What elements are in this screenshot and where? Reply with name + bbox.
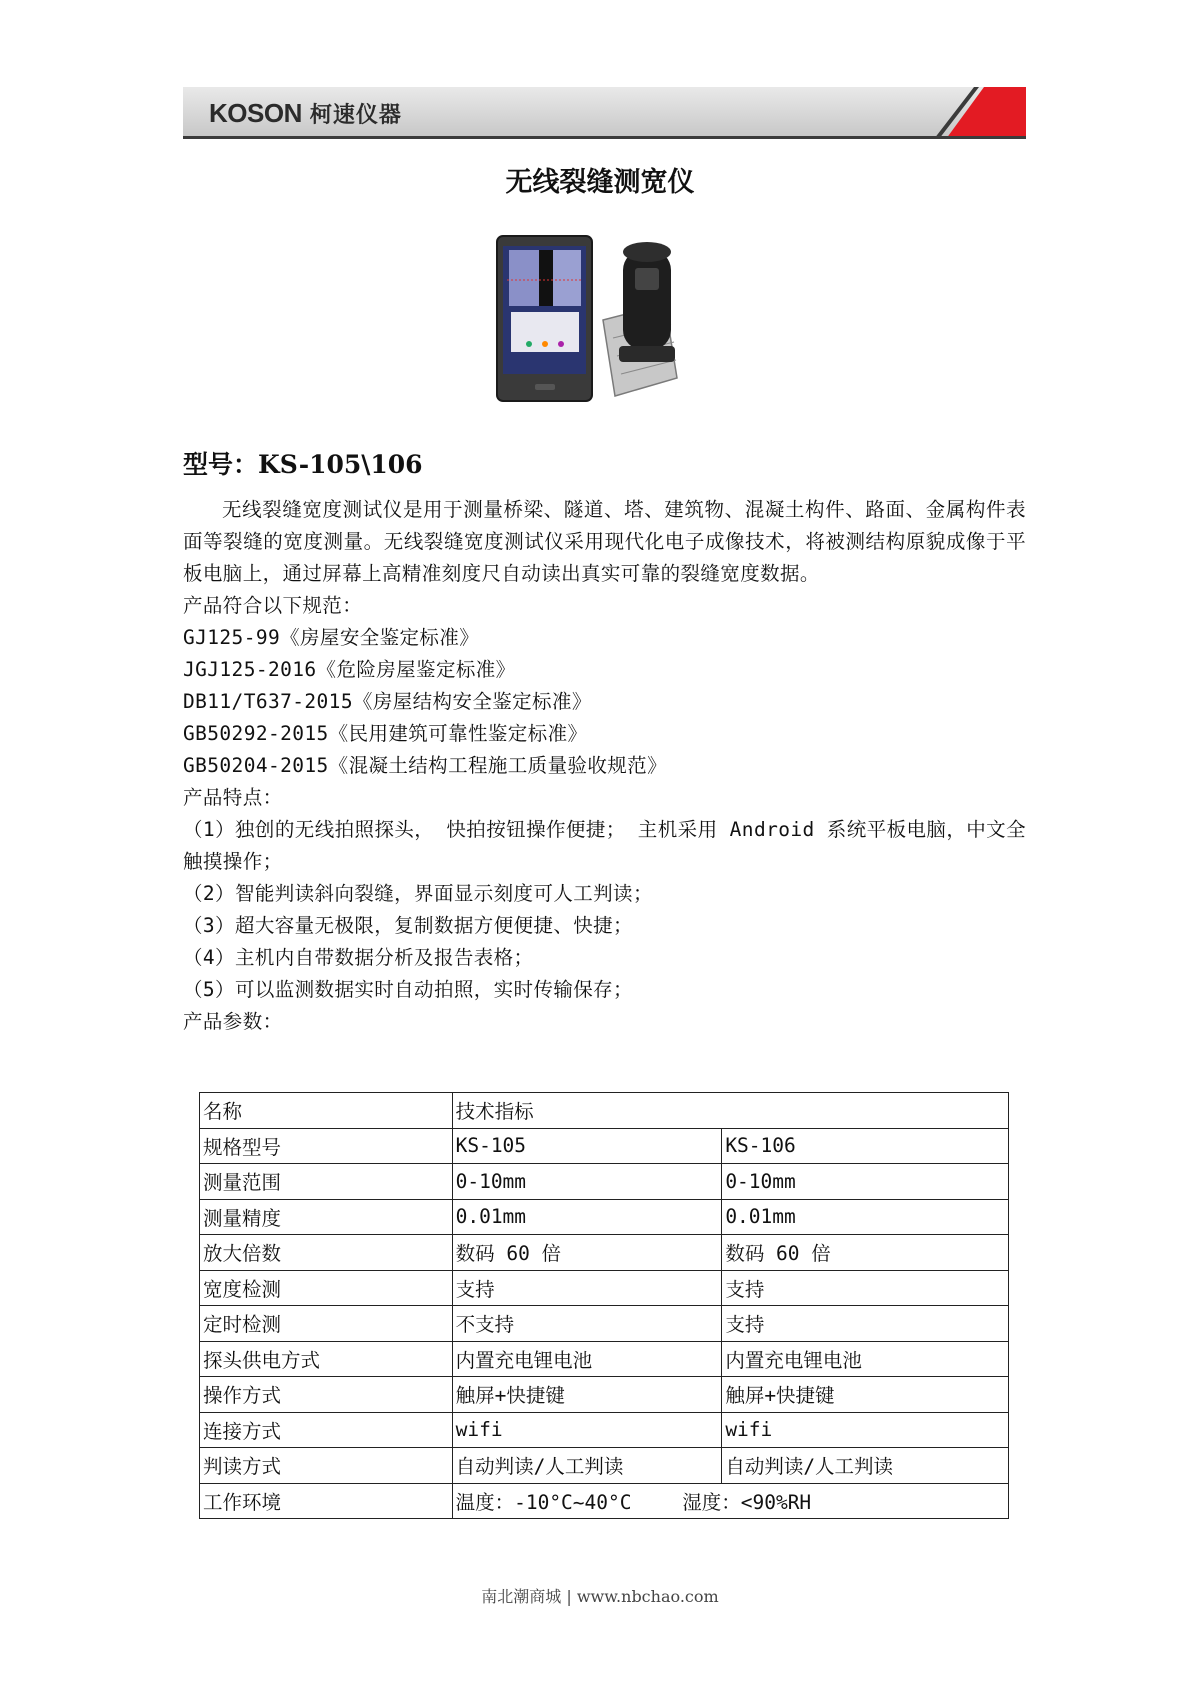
table-cell: KS-106: [722, 1128, 1009, 1164]
table-cell: 内置充电锂电池: [452, 1341, 722, 1377]
feature-item: （2）智能判读斜向裂缝，界面显示刻度可人工判读；: [183, 882, 653, 905]
standard-item: GJ125-99《房屋安全鉴定标准》: [183, 626, 480, 649]
brand-latin-text: KOSON: [209, 97, 302, 128]
standard-item: GB50292-2015《民用建筑可靠性鉴定标准》: [183, 722, 588, 745]
table-cell: 自动判读/人工判读: [722, 1448, 1009, 1484]
feature-item: （1）独创的无线拍照探头， 快拍按钮操作便捷； 主机采用 Android 系统平板电脑，中文全触摸操作；: [183, 818, 1026, 873]
params-heading: 产品参数：: [183, 1010, 283, 1033]
standard-item: JGJ125-2016《危险房屋鉴定标准》: [183, 658, 516, 681]
table-cell: KS-105: [452, 1128, 722, 1164]
red-accent-stripe: [876, 87, 1026, 139]
table-cell: 测量范围: [200, 1164, 453, 1200]
table-cell: wifi: [722, 1412, 1009, 1448]
table-row: [200, 1377, 1009, 1413]
description-block: [183, 494, 1026, 1038]
table-cell: 定时检测: [200, 1306, 453, 1342]
standards-heading: 产品符合以下规范：: [183, 594, 363, 617]
table-header-row: [200, 1093, 1009, 1129]
intro-paragraph: 无线裂缝宽度测试仪是用于测量桥梁、隧道、塔、建筑物、混凝土构件、路面、金属构件表面等裂缝的宽度测量。无线裂缝宽度测试仪采用现代化电子成像技术，将被测结构原貌成像于平板电脑上，通过屏幕上高精准刻度尺自动读出真实可靠的裂缝宽度数据。: [183, 498, 1026, 585]
table-cell: wifi: [452, 1412, 722, 1448]
table-cell: 工作环境: [200, 1483, 453, 1519]
table-header-cell: 技术指标: [452, 1093, 1008, 1129]
table-row: [200, 1412, 1009, 1448]
brand-logo: [209, 98, 402, 128]
table-cell: 数码 60 倍: [722, 1235, 1009, 1271]
table-cell: 探头供电方式: [200, 1341, 453, 1377]
table-cell: 0.01mm: [722, 1199, 1009, 1235]
table-row: [200, 1164, 1009, 1200]
table-cell: 0-10mm: [452, 1164, 722, 1200]
table-cell: 宽度检测: [200, 1270, 453, 1306]
table-cell: 不支持: [452, 1306, 722, 1342]
table-cell: 连接方式: [200, 1412, 453, 1448]
table-row: [200, 1128, 1009, 1164]
feature-item: （3）超大容量无极限，复制数据方便便捷、快捷；: [183, 914, 633, 937]
table-row: [200, 1199, 1009, 1235]
table-cell: 触屏+快捷键: [722, 1377, 1009, 1413]
table-row: [200, 1483, 1009, 1519]
table-cell: 放大倍数: [200, 1235, 453, 1271]
model-heading: 型号：KS-105\106: [183, 450, 423, 479]
table-cell: 内置充电锂电池: [722, 1341, 1009, 1377]
table-cell: 0-10mm: [722, 1164, 1009, 1200]
features-heading: 产品特点：: [183, 786, 283, 809]
table-cell: 数码 60 倍: [452, 1235, 722, 1271]
standard-item: GB50204-2015《混凝土结构工程施工质量验收规范》: [183, 754, 667, 777]
table-cell: 测量精度: [200, 1199, 453, 1235]
table-row: [200, 1235, 1009, 1271]
table-row: [200, 1306, 1009, 1342]
table-cell: 0.01mm: [452, 1199, 722, 1235]
table-cell: 支持: [722, 1306, 1009, 1342]
table-cell: 操作方式: [200, 1377, 453, 1413]
feature-item: （4）主机内自带数据分析及报告表格；: [183, 946, 534, 969]
feature-item: （5）可以监测数据实时自动拍照，实时传输保存；: [183, 978, 633, 1001]
table-row: [200, 1341, 1009, 1377]
table-cell: 自动判读/人工判读: [452, 1448, 722, 1484]
table-cell: 规格型号: [200, 1128, 453, 1164]
standard-item: DB11/T637-2015《房屋结构安全鉴定标准》: [183, 690, 592, 713]
spec-table: [199, 1092, 1009, 1519]
table-header-cell: 名称: [200, 1093, 453, 1129]
header-banner: [183, 87, 1026, 139]
brand-chinese-text: 柯速仪器: [309, 102, 402, 128]
table-cell: 温度：-10°C~40°C 湿度：<90%RH: [452, 1483, 1008, 1519]
table-row: [200, 1270, 1009, 1306]
header-rule: [183, 136, 1026, 139]
table-cell: 判读方式: [200, 1448, 453, 1484]
table-cell: 支持: [722, 1270, 1009, 1306]
product-image: [495, 228, 710, 408]
table-cell: 支持: [452, 1270, 722, 1306]
document-title: 无线裂缝测宽仪: [505, 167, 695, 198]
table-cell: 触屏+快捷键: [452, 1377, 722, 1413]
table-row: [200, 1448, 1009, 1484]
page-footer: 南北潮商城 | www.nbchao.com: [481, 1587, 719, 1606]
